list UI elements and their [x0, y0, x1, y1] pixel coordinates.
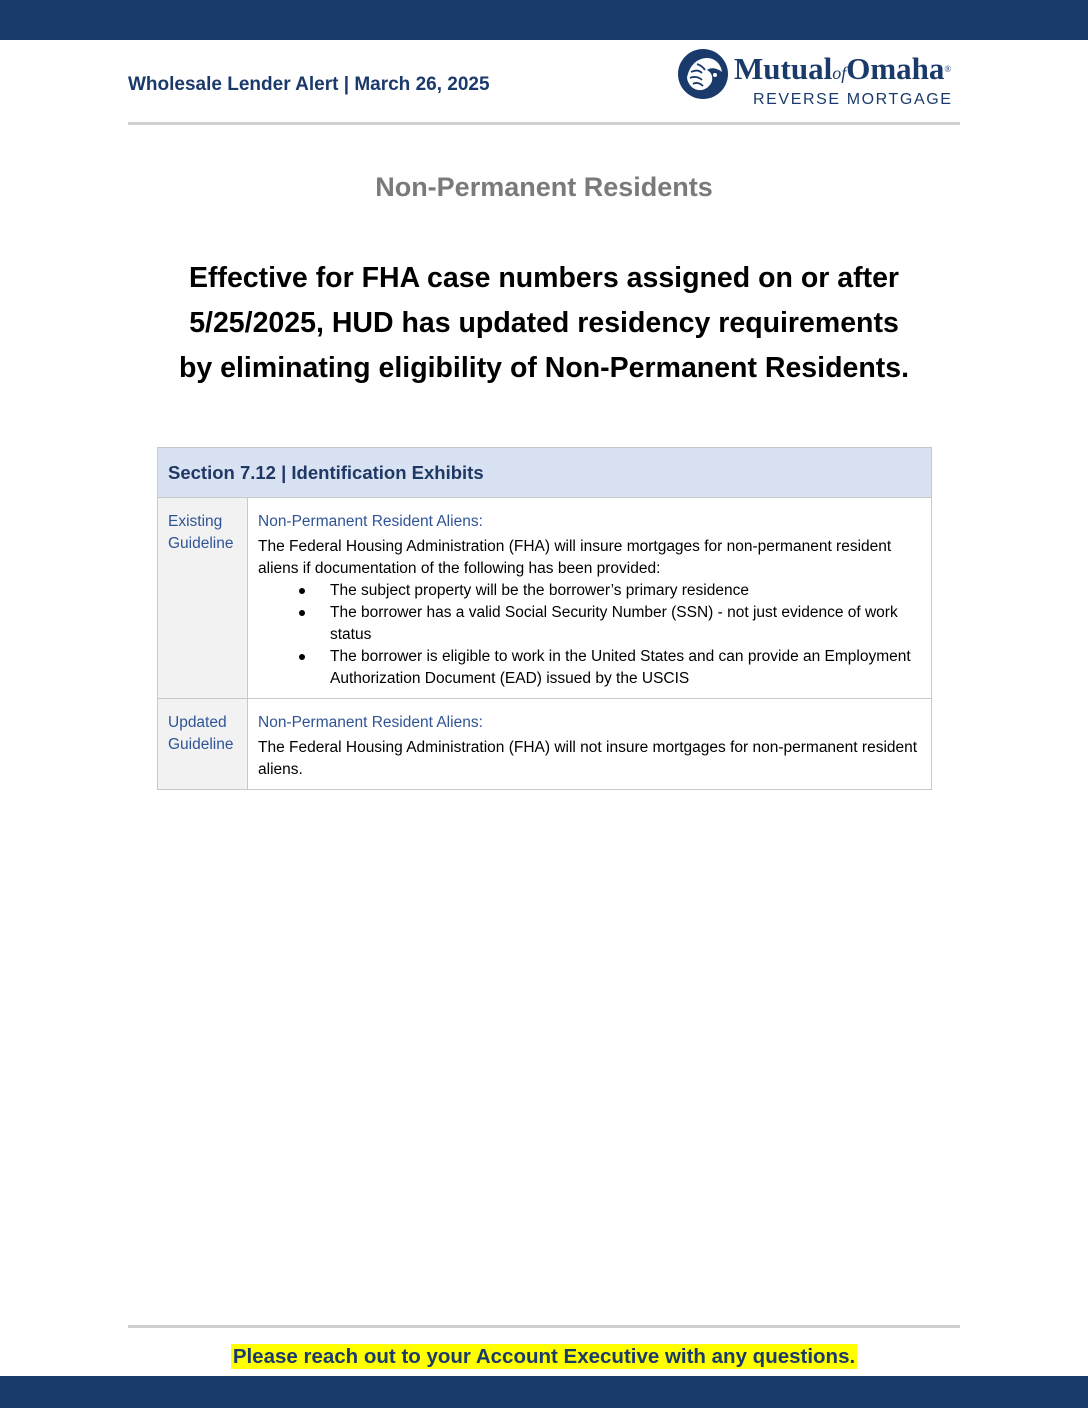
list-item: The subject property will be the borrower’s primary residence	[330, 580, 921, 602]
table-row	[158, 699, 932, 790]
list-item: The borrower has a valid Social Security Number (SSN) - not just evidence of work status	[330, 602, 921, 646]
requirements-list	[258, 580, 921, 690]
headline-line: by eliminating eligibility of Non-Permanent Residents.	[178, 352, 910, 384]
row-body-existing	[248, 498, 932, 699]
headline-line: 5/25/2025, HUD has updated residency requirements	[189, 307, 899, 339]
table-row	[158, 498, 932, 699]
logo-wordmark: MutualofOmaha®	[734, 51, 952, 86]
headline	[150, 256, 938, 391]
footer-divider	[128, 1325, 960, 1328]
footer-note	[0, 1345, 1088, 1369]
alert-title: Wholesale Lender Alert | March 26, 2025	[128, 74, 490, 95]
highlighted-note: Please reach out to your Account Executive with any questions.	[232, 1345, 856, 1368]
row-label-updated: Updated Guideline	[158, 699, 248, 790]
table-header-row	[158, 448, 932, 498]
row-subheading: Non-Permanent Resident Aliens:	[258, 513, 483, 530]
row-text: The Federal Housing Administration (FHA) will not insure mortgages for non-permanent resident aliens.	[258, 739, 918, 778]
bottom-band	[0, 1376, 1088, 1408]
row-body-updated	[248, 699, 932, 790]
company-logo	[677, 46, 962, 114]
guideline-table	[157, 447, 932, 790]
row-text: The Federal Housing Administration (FHA) will insure mortgages for non-permanent resident aliens if documentation of the following has been provided:	[258, 538, 892, 577]
lion-head-icon	[677, 48, 729, 100]
header-divider	[128, 122, 960, 125]
document-subtitle: Non-Permanent Residents	[375, 172, 713, 202]
headline-line: Effective for FHA case numbers assigned on or after	[188, 262, 900, 294]
section-title: Section 7.12 | Identification Exhibits	[158, 448, 932, 498]
logo-subtitle: REVERSE MORTGAGE	[753, 91, 953, 108]
top-band	[0, 0, 1088, 40]
list-item: The borrower is eligible to work in the United States and can provide an Employment Authorization Document (EAD) issued by the USCIS	[330, 646, 921, 690]
row-subheading: Non-Permanent Resident Aliens:	[258, 714, 483, 731]
row-label-existing: Existing Guideline	[158, 498, 248, 699]
